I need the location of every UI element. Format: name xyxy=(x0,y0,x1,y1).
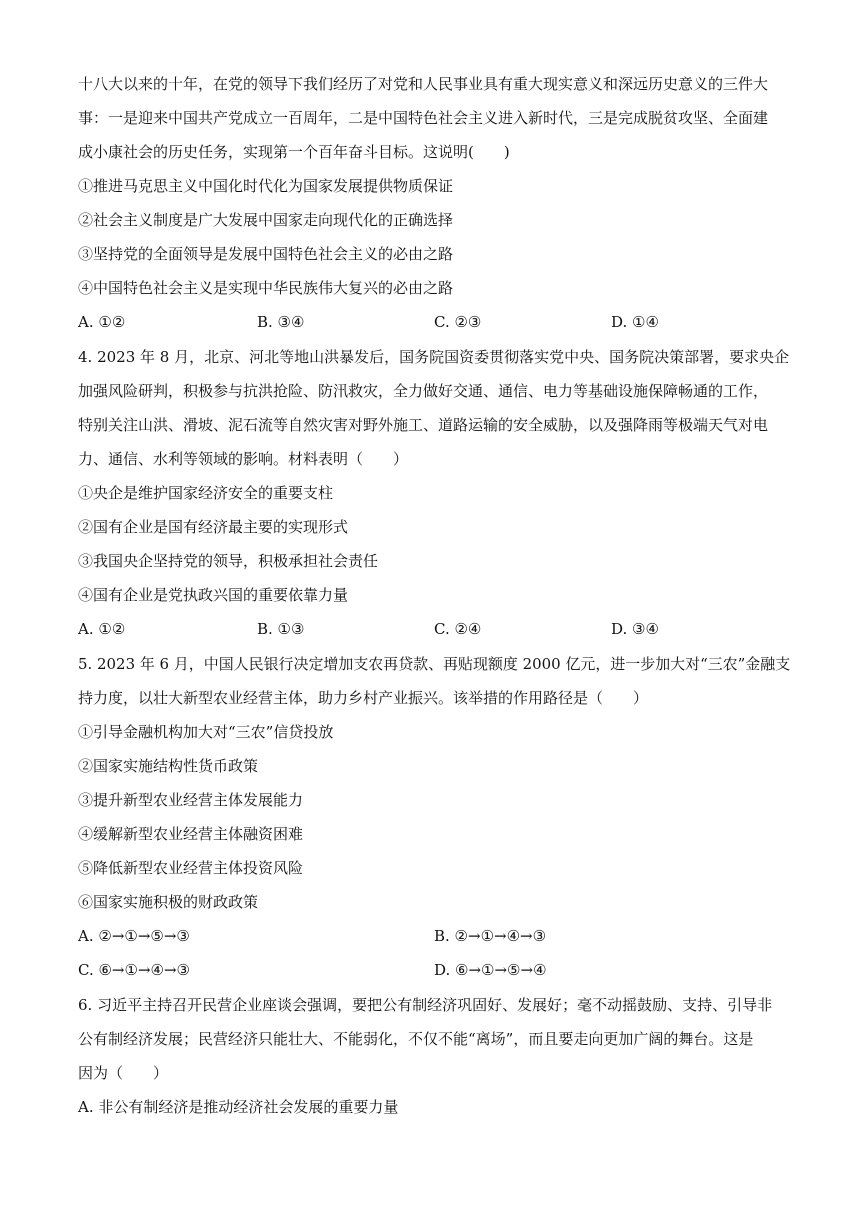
q3-option-d: D. ①④ xyxy=(611,313,659,331)
q5-item-2: ②国家实施结构性货币政策 xyxy=(78,757,259,775)
q4-option-d: D. ③④ xyxy=(611,620,659,638)
q5-stem-line-2: 持力度，以壮大新型农业经营主体，助力乡村产业振兴。该举措的作用路径是（ ） xyxy=(78,689,649,707)
q6-stem-line-3: 因为（ ） xyxy=(78,1064,169,1082)
q5-option-a: A. ②→①→⑤→③ xyxy=(78,927,190,945)
q4-stem-line-3: 特别关注山洪、滑坡、泥石流等自然灾害对野外施工、道路运输的安全威胁，以及强降雨等极端天气对电 xyxy=(78,416,769,434)
q5-item-1: ①引导金融机构加大对“三农”信贷投放 xyxy=(78,723,334,741)
q4-option-b: B. ①③ xyxy=(257,620,305,638)
q3-stem-line-3: 成小康社会的历史任务，实现第一个百年奋斗目标。这说明( ) xyxy=(78,143,510,161)
q4-stem-line-4: 力、通信、水利等领域的影响。材料表明（ ） xyxy=(78,450,409,468)
q6-option-a: A. 非公有制经济是推动经济社会发展的重要力量 xyxy=(78,1098,399,1116)
q4-item-3: ③我国央企坚持党的领导，积极承担社会责任 xyxy=(78,552,379,570)
q5-item-6: ⑥国家实施积极的财政政策 xyxy=(78,893,259,911)
q3-item-1: ①推进马克思主义中国化时代化为国家发展提供物质保证 xyxy=(78,177,454,195)
q3-item-2: ②社会主义制度是广大发展中国家走向现代化的正确选择 xyxy=(78,211,454,229)
q3-stem-line-2: 事：一是迎来中国共产党成立一百周年，二是中国特色社会主义进入新时代，三是完成脱贫攻坚、全面建 xyxy=(78,109,769,127)
q3-item-3: ③坚持党的全面领导是发展中国特色社会主义的必由之路 xyxy=(78,245,454,263)
q3-item-4: ④中国特色社会主义是实现中华民族伟大复兴的必由之路 xyxy=(78,279,454,297)
q6-stem-line-2: 公有制经济发展；民营经济只能壮大、不能弱化，不仅不能“离场”，而且要走向更加广阔的舞台。这是 xyxy=(78,1030,754,1048)
q4-option-a: A. ①② xyxy=(78,620,126,638)
q4-item-2: ②国有企业是国有经济最主要的实现形式 xyxy=(78,518,349,536)
q4-item-4: ④国有企业是党执政兴国的重要依靠力量 xyxy=(78,586,349,604)
q5-option-c: C. ⑥→①→④→③ xyxy=(78,961,190,979)
q6-stem-line-1: 6. 习近平主持召开民营企业座谈会强调，要把公有制经济巩固好、发展好；毫不动摇鼓励、支持、引导非 xyxy=(78,996,773,1014)
q4-option-c: C. ②④ xyxy=(434,620,482,638)
q3-option-c: C. ②③ xyxy=(434,313,482,331)
q5-option-b: B. ②→①→④→③ xyxy=(434,927,547,945)
q4-item-1: ①央企是维护国家经济安全的重要支柱 xyxy=(78,484,334,502)
q3-option-b: B. ③④ xyxy=(257,313,305,331)
q4-stem-line-1: 4. 2023 年 8 月，北京、河北等地山洪暴发后，国务院国资委贯彻落实党中央、国务院决策部署，要求央企 xyxy=(78,348,790,366)
q3-stem-line-1: 十八大以来的十年，在党的领导下我们经历了对党和人民事业具有重大现实意义和深远历史意义的三件大 xyxy=(78,75,769,93)
q5-stem-line-1: 5. 2023 年 6 月，中国人民银行决定增加支农再贷款、再贴现额度 2000 亿元，进一步加大对“三农”金融支 xyxy=(78,655,791,673)
q5-item-3: ③提升新型农业经营主体发展能力 xyxy=(78,791,304,809)
q5-item-4: ④缓解新型农业经营主体融资困难 xyxy=(78,825,304,843)
q5-item-5: ⑤降低新型农业经营主体投资风险 xyxy=(78,859,304,877)
q4-stem-line-2: 加强风险研判，积极参与抗洪抢险、防汛救灾，全力做好交通、通信、电力等基础设施保障畅通的工作， xyxy=(78,382,769,400)
q5-option-d: D. ⑥→①→⑤→④ xyxy=(434,961,547,979)
q3-option-a: A. ①② xyxy=(78,313,126,331)
